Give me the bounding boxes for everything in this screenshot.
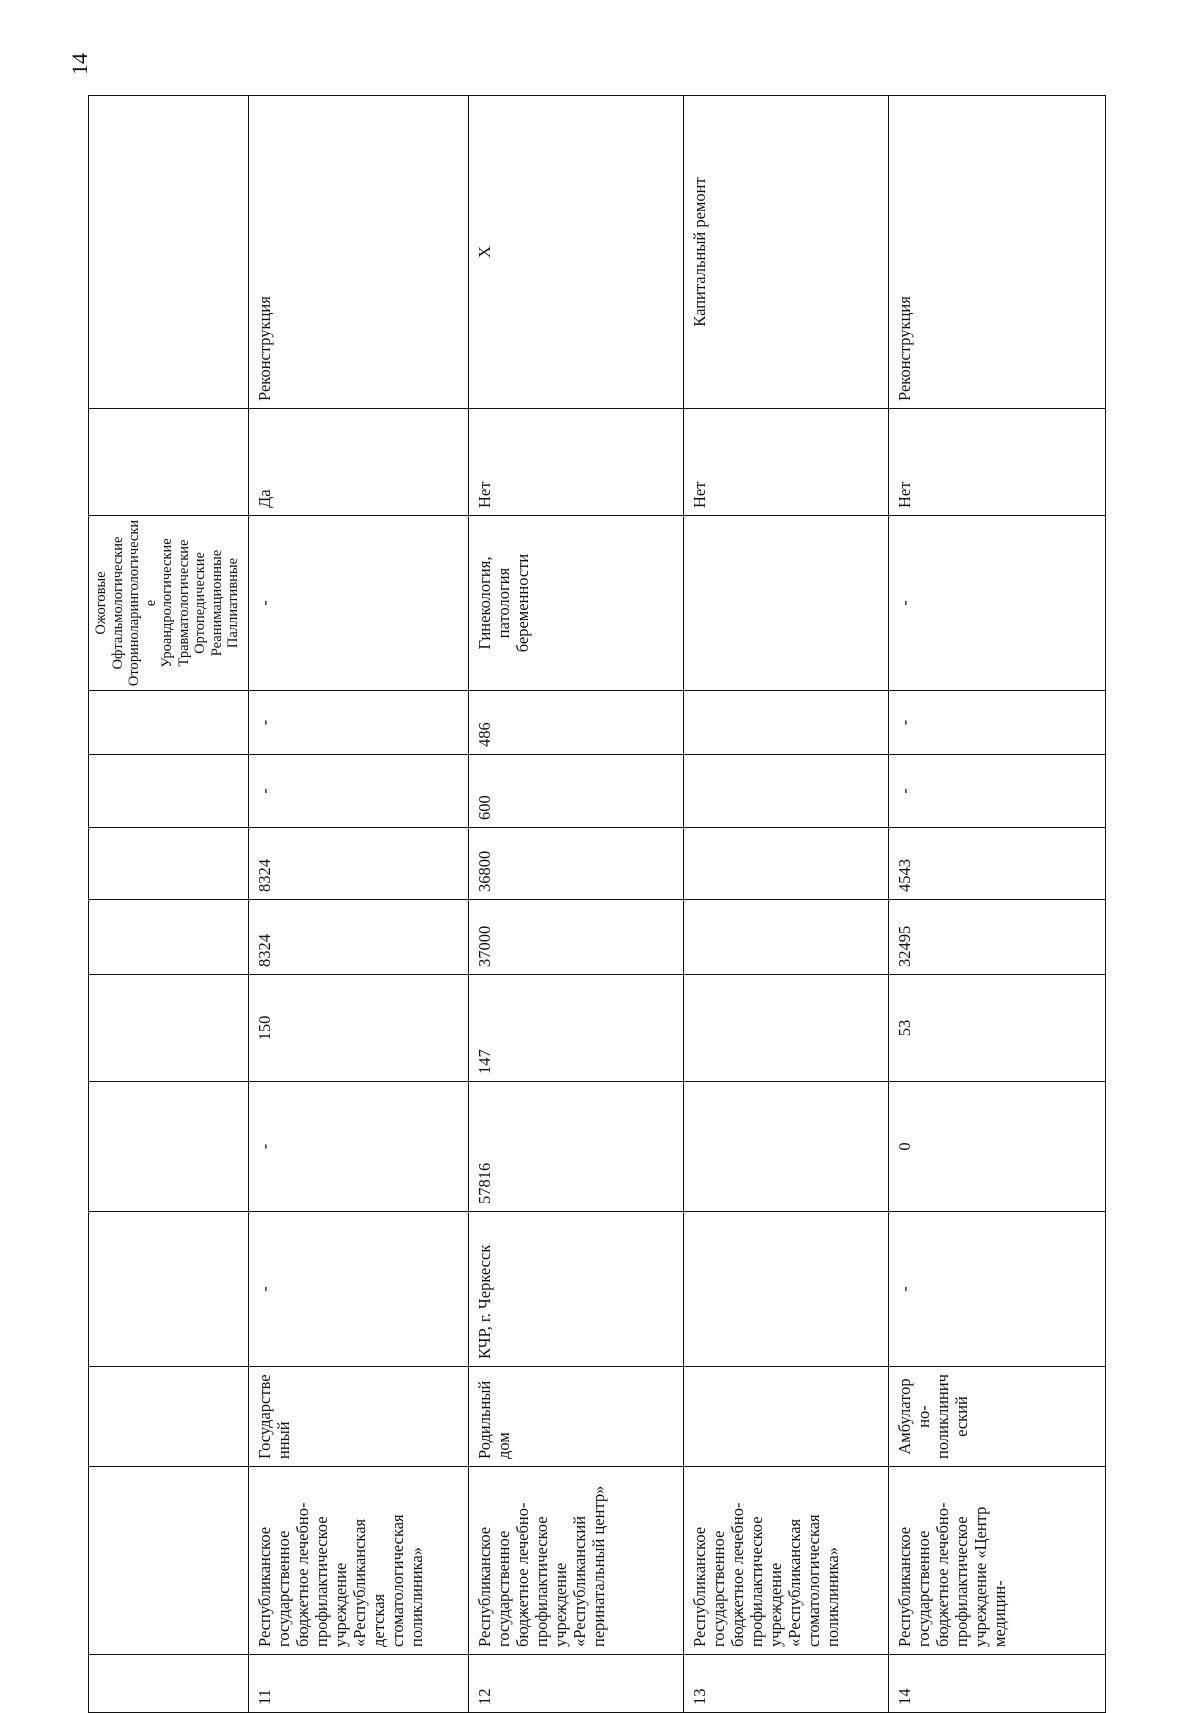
action-cell: Х <box>469 96 684 409</box>
flag-cell: Да <box>249 409 469 516</box>
facility-type: Родильный дом <box>469 1367 684 1467</box>
header-cell-c8 <box>89 755 249 828</box>
header-cell-name <box>89 1467 249 1655</box>
header-cell-c4 <box>89 1082 249 1212</box>
value-c8: - <box>889 755 1106 828</box>
action-cell: Капитальный ремонт <box>684 96 889 409</box>
header-cell-type <box>89 1367 249 1467</box>
page-number: 14 <box>67 53 92 75</box>
facility-address: - <box>889 1212 1106 1367</box>
header-continuation-row <box>89 96 249 1713</box>
value-c8 <box>684 755 889 828</box>
facility-address: - <box>249 1212 469 1367</box>
profiles-cell: - <box>249 516 469 691</box>
flag-cell: Нет <box>469 409 684 516</box>
table-row <box>469 96 684 1713</box>
header-cell-c5 <box>89 975 249 1082</box>
value-c4: - <box>249 1082 469 1212</box>
table-row <box>249 96 469 1713</box>
value-c4 <box>684 1082 889 1212</box>
table-row <box>684 96 889 1713</box>
value-c9: - <box>249 691 469 755</box>
value-c7: 8324 <box>249 828 469 900</box>
facility-name: Республиканское государственное бюджетное лечебно-профилактическое учреждение «Республиканская детская стоматологическая поликлиника» <box>249 1467 469 1655</box>
value-c9: - <box>889 691 1106 755</box>
value-c4: 57816 <box>469 1082 684 1212</box>
value-c5: 53 <box>889 975 1106 1082</box>
facility-type: Государственный <box>249 1367 469 1467</box>
facility-address: КЧР, г. Черкесск <box>469 1212 684 1367</box>
profiles-cell <box>684 516 889 691</box>
facility-type <box>684 1367 889 1467</box>
value-c6: 32495 <box>889 900 1106 975</box>
header-cell-no <box>89 1655 249 1713</box>
flag-cell: Нет <box>684 409 889 516</box>
flag-cell: Нет <box>889 409 1106 516</box>
value-c5: 150 <box>249 975 469 1082</box>
value-c9: 486 <box>469 691 684 755</box>
value-c6: 8324 <box>249 900 469 975</box>
value-c6: 37000 <box>469 900 684 975</box>
header-cell-profiles: Ожоговые Офтальмологические Оториноларингологические Уроандрологические Травматологические Ортопедические Реанимационные Паллиативные <box>89 516 249 691</box>
header-cell-c9 <box>89 691 249 755</box>
row-number: 12 <box>469 1655 684 1713</box>
header-cell-action <box>89 96 249 409</box>
value-c9 <box>684 691 889 755</box>
profiles-cell: Гинекология, патология беременности <box>469 516 684 691</box>
row-number: 11 <box>249 1655 469 1713</box>
value-c7 <box>684 828 889 900</box>
facility-type: Амбулаторно-поликлинический <box>889 1367 1106 1467</box>
row-number: 13 <box>684 1655 889 1713</box>
value-c7: 36800 <box>469 828 684 900</box>
facilities-table <box>88 95 1106 1713</box>
rotated-table-container <box>88 96 1105 1713</box>
facility-name: Республиканское государственное бюджетное лечебно-профилактическое учреждение «Республиканская стоматологическая поликлиника» <box>684 1467 889 1655</box>
value-c8: 600 <box>469 755 684 828</box>
row-number: 14 <box>889 1655 1106 1713</box>
value-c5 <box>684 975 889 1082</box>
facility-address <box>684 1212 889 1367</box>
profiles-cell: - <box>889 516 1106 691</box>
action-cell: Реконструкция <box>249 96 469 409</box>
facility-name: Республиканское государственное бюджетное лечебно-профилактическое учреждение «Центр медицин- <box>889 1467 1106 1655</box>
header-cell-c7 <box>89 828 249 900</box>
action-cell: Реконструкция <box>889 96 1106 409</box>
value-c7: 4543 <box>889 828 1106 900</box>
header-cell-c6 <box>89 900 249 975</box>
value-c8: - <box>249 755 469 828</box>
header-cell-flag <box>89 409 249 516</box>
value-c6 <box>684 900 889 975</box>
value-c4: 0 <box>889 1082 1106 1212</box>
header-cell-address <box>89 1212 249 1367</box>
facility-name: Республиканское государственное бюджетное лечебно-профилактическое учреждение «Республиканский перинатальный центр» <box>469 1467 684 1655</box>
value-c5: 147 <box>469 975 684 1082</box>
table-row <box>889 96 1106 1713</box>
